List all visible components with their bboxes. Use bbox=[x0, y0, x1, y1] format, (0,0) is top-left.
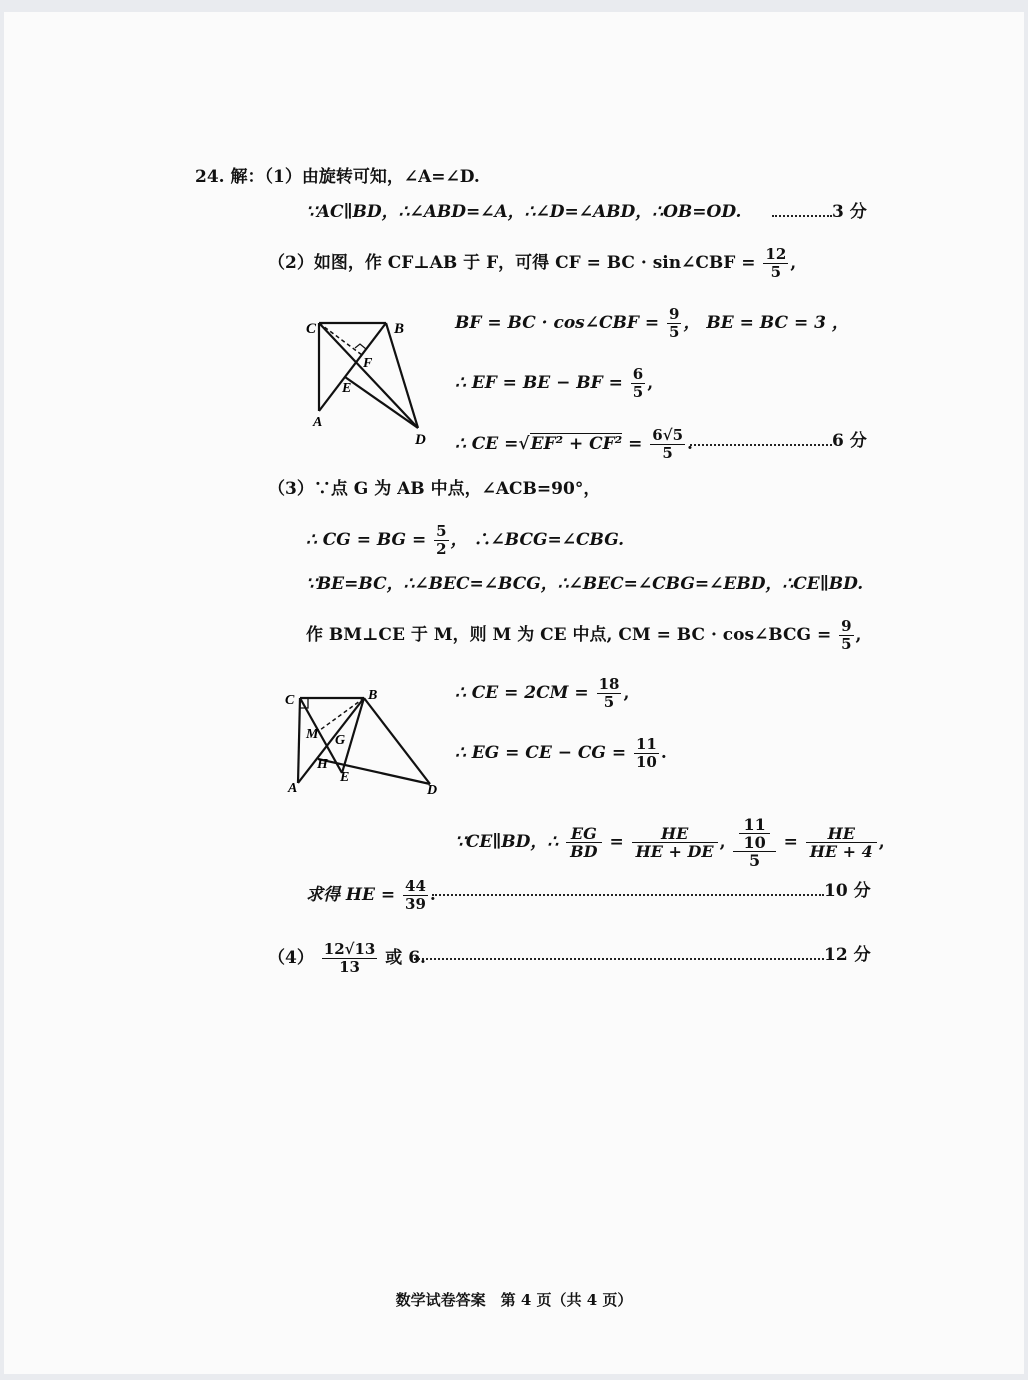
fig3-label-G: G bbox=[335, 733, 346, 748]
part4-label: （4） bbox=[268, 948, 314, 968]
part3-line7: ∵CE∥BD，∴ $\frac{EG}{BD}$ = $\frac{HE}{HE + DE}$ , $\frac{\frac{11}{10}}{5}$ = $\frac{HE}{HE + 4}$ , bbox=[455, 815, 885, 870]
fraction: $\frac{9}{5}$ bbox=[841, 617, 852, 653]
part3-line3: ∵BE=BC，∴∠BEC=∠BCG，∴∠BEC=∠CBG=∠EBD，∴CE∥BD. bbox=[306, 574, 864, 594]
part2-line2: BF = BC · cos∠CBF = $\frac{9}{5}$ ， BE = BC = 3 ， bbox=[455, 305, 849, 341]
fig3-label-E: E bbox=[340, 770, 350, 785]
fig2-label-F: F bbox=[363, 356, 373, 371]
part1-label: （1） bbox=[264, 167, 302, 187]
fraction: $\frac{HE}{HE + 4}$ bbox=[806, 825, 877, 860]
part1-score-value: 3 分 bbox=[832, 202, 867, 222]
part2-score-value: 6 分 bbox=[832, 431, 867, 451]
part1-score bbox=[772, 201, 867, 223]
part1-text-2: ∵AC∥BD，∴∠ABD=∠A，∴∠D=∠ABD，∴OB=OD. bbox=[306, 202, 742, 222]
part3-label: （3） bbox=[268, 479, 314, 499]
part1-text-1: 由旋转可知，∠A=∠D. bbox=[301, 167, 480, 187]
part2-score bbox=[690, 430, 867, 452]
fraction: $\frac{11}{10}$ bbox=[636, 735, 657, 771]
part2-line4: ∴ CE =√EF² + CF² = $\frac{6√5}{5}$ . bbox=[455, 426, 693, 462]
part2-line1: （2）如图，作 CF⊥AB 于 F，可得 CF = BC · sin∠CBF = $\frac{12}{5}$ , bbox=[268, 245, 797, 281]
part1-line1 bbox=[195, 166, 480, 188]
fraction: $\frac{6√5}{5}$ bbox=[652, 426, 684, 462]
page-footer: 数学试卷答案 第 4 页（共 4 页） bbox=[395, 1291, 633, 1309]
compound-fraction: $\frac{\frac{11}{10}}{5}$ bbox=[733, 816, 775, 869]
part4-line: （4） $\frac{12√13}{13}$ 或 6. bbox=[268, 940, 426, 976]
figure-part2 bbox=[300, 313, 440, 453]
part3-line8: 求得 HE = $\frac{44}{39}$ . bbox=[306, 877, 436, 913]
fraction: $\frac{5}{2}$ bbox=[436, 522, 447, 558]
part3-line6: ∴ EG = CE − CG = $\frac{11}{10}$ . bbox=[455, 735, 667, 771]
fig2-label-B: B bbox=[394, 321, 405, 337]
solve-label: 解： bbox=[230, 167, 265, 187]
fraction: $\frac{9}{5}$ bbox=[669, 305, 680, 341]
fig2-label-D: D bbox=[415, 432, 426, 448]
fraction: $\frac{12√13}{13}$ bbox=[323, 940, 376, 976]
part3-line4: 作 BM⊥CE 于 M，则 M 为 CE 中点, CM = BC · cos∠BCG = $\frac{9}{5}$ , bbox=[306, 617, 862, 653]
part2-text-1: 如图，作 CF⊥AB 于 F，可得 CF = BC · sin∠CBF = bbox=[313, 253, 756, 273]
part2-line3: ∴ EF = BE − BF = $\frac{6}{5}$ , bbox=[455, 365, 654, 401]
part3-score-value: 10 分 bbox=[824, 881, 871, 901]
fig3-label-D: D bbox=[427, 783, 438, 798]
part4-score-value: 12 分 bbox=[824, 945, 871, 965]
fig3-label-M: M bbox=[306, 727, 319, 742]
fig2-label-E: E bbox=[342, 381, 352, 396]
part1-line2 bbox=[306, 201, 741, 223]
part3-score bbox=[432, 880, 871, 902]
fraction: $\frac{12}{5}$ bbox=[765, 245, 787, 281]
part2-label: （2） bbox=[268, 253, 314, 273]
fraction: $\frac{EG}{BD}$ bbox=[566, 825, 601, 860]
fig3-label-C: C bbox=[285, 693, 295, 708]
part3-line2: ∴ CG = BG = $\frac{5}{2}$ ， ∴∠BCG=∠CBG. bbox=[306, 522, 625, 558]
part4-score bbox=[414, 944, 871, 966]
fig3-label-A: A bbox=[288, 781, 298, 796]
fig3-label-B: B bbox=[368, 688, 378, 703]
part3-line5: ∴ CE = 2CM = $\frac{18}{5}$ , bbox=[455, 675, 630, 711]
fraction: $\frac{6}{5}$ bbox=[632, 365, 644, 401]
fraction: $\frac{18}{5}$ bbox=[598, 675, 620, 711]
fig2-label-A: A bbox=[313, 415, 323, 430]
fig3-label-H: H bbox=[317, 757, 328, 772]
problem-number: 24. bbox=[195, 167, 225, 187]
fraction: $\frac{11}{10}$ bbox=[739, 816, 769, 851]
part3-line1: （3）∵点 G 为 AB 中点，∠ACB=90°， bbox=[268, 479, 601, 499]
fraction: $\frac{HE}{HE + DE}$ bbox=[632, 825, 718, 860]
fig2-label-C: C bbox=[306, 321, 317, 337]
figure-part3 bbox=[280, 686, 450, 801]
fraction: $\frac{44}{39}$ bbox=[405, 877, 426, 913]
